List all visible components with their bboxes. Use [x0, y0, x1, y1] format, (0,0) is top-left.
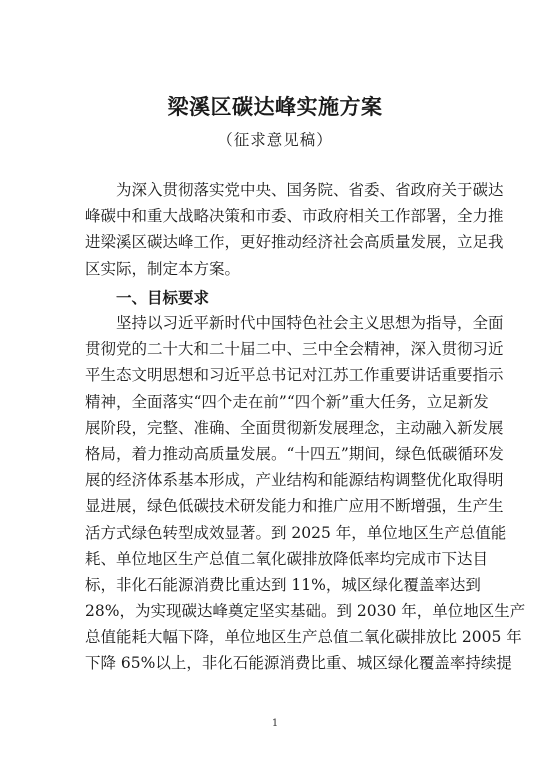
text-line: 格局，着力推动高质量发展。“十四五”期间，绿色低碳循环发	[85, 444, 504, 463]
text-line: 展阶段，完整、准确、全面贯彻新发展理念，主动融入新发展	[85, 418, 504, 437]
text-line: 坚持以习近平新时代中国特色社会主义思想为指导，全面	[116, 314, 504, 332]
text-line: 活方式绿色转型成效显著。到 2025 年，单位地区生产总值能	[85, 523, 507, 542]
text-line: 贯彻党的二十大和二十届二中、三中全会精神，深入贯彻习近	[85, 340, 504, 359]
text-line: 28%，为实现碳达峰奠定坚实基础。到 2030 年，单位地区生产	[85, 602, 526, 621]
text-line: 标，非化石能源消费比重达到 11%，城区绿化覆盖率达到	[85, 575, 481, 594]
text-line: 平生态文明思想和习近平总书记对江苏工作重要讲话重要指示	[85, 366, 504, 385]
section1-paragraph	[85, 310, 526, 677]
text-line: 精神，全面落实“四个走在前”“四个新”重大任务，立足新发	[85, 392, 489, 411]
text-line: 耗、单位地区生产总值二氧化碳排放降低率均完成市下达目	[85, 549, 489, 568]
document-subtitle: （征求意见稿）	[217, 131, 333, 149]
text-line: 下降 65%以上，非化石能源消费比重、城区绿化覆盖率持续提	[85, 654, 512, 673]
section-heading: 一、目标要求	[116, 289, 210, 307]
text-line: 展的经济体系基本形成，产业结构和能源结构调整优化取得明	[85, 471, 504, 490]
text-line: 峰碳中和重大战略决策和市委、市政府相关工作部署，全力推	[85, 207, 504, 226]
text-line: 总值能耗大幅下降，单位地区生产总值二氧化碳排放比 2005 年	[85, 628, 522, 647]
text-line: 区实际，制定本方案。	[85, 259, 241, 278]
text-line: 为深入贯彻落实党中央、国务院、省委、省政府关于碳达	[116, 181, 504, 199]
text-line: 进梁溪区碳达峰工作，更好推动经济社会高质量发展，立足我	[85, 233, 504, 252]
document-title: 梁溪区碳达峰实施方案	[167, 94, 383, 119]
page-number: 1	[271, 718, 279, 729]
text-line: 显进展，绿色低碳技术研发能力和推广应用不断增强，生产生	[85, 497, 504, 516]
intro-paragraph	[85, 177, 504, 282]
